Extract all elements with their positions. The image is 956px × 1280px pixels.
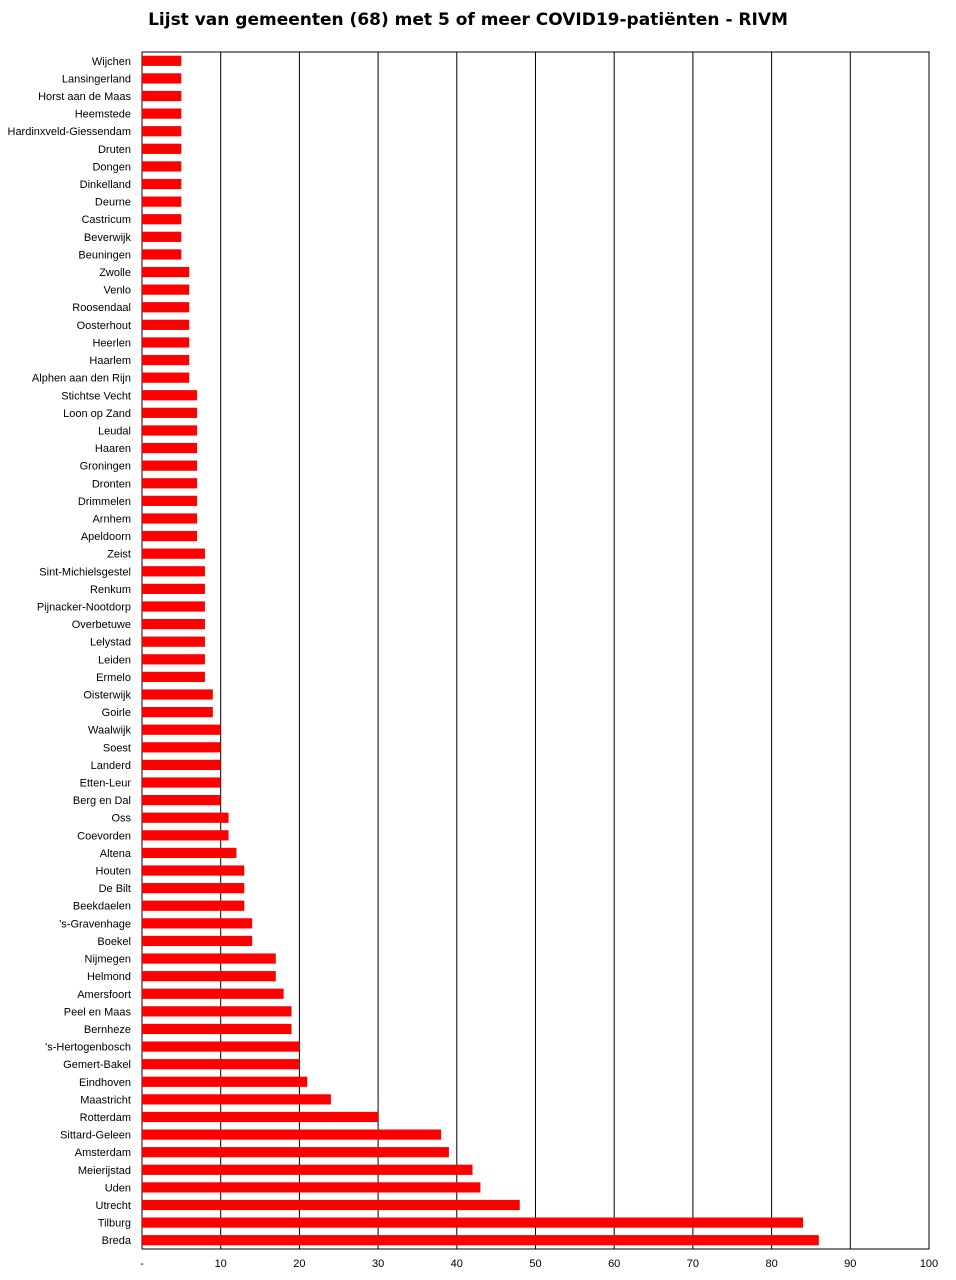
- category-label: Tilburg: [97, 1217, 131, 1230]
- bar: [142, 496, 197, 506]
- gridlines: [142, 52, 929, 1249]
- category-label: Coevorden: [77, 830, 131, 843]
- category-label: Sittard-Geleen: [60, 1129, 131, 1142]
- category-label: Helmond: [86, 971, 131, 984]
- category-label: Deurne: [94, 196, 131, 209]
- x-tick-label: 80: [765, 1258, 778, 1270]
- category-label: Sint-Michielsgestel: [39, 566, 131, 579]
- category-label: Etten-Leur: [79, 777, 131, 790]
- category-label: Beuningen: [78, 249, 131, 262]
- category-label: Wijchen: [91, 55, 131, 68]
- bar: [142, 179, 181, 189]
- category-label: Leudal: [97, 425, 131, 438]
- x-tick-label: 10: [214, 1258, 227, 1270]
- category-label: Dronten: [91, 478, 131, 491]
- bar: [142, 848, 236, 858]
- bar: [142, 1235, 819, 1245]
- bar: [142, 91, 181, 101]
- bar: [142, 760, 221, 770]
- bar: [142, 936, 252, 946]
- category-label: Goirle: [101, 707, 131, 720]
- category-label: Drimmelen: [77, 495, 131, 508]
- category-label: Altena: [99, 847, 131, 860]
- x-tick-label: 40: [450, 1258, 463, 1270]
- category-label: Gemert-Bakel: [63, 1059, 131, 1072]
- bar: [142, 1129, 441, 1139]
- bar: [142, 742, 221, 752]
- category-label: Boekel: [97, 935, 131, 948]
- bar: [142, 865, 244, 875]
- category-label: Beverwijk: [83, 231, 131, 244]
- category-label: Hardinxveld-Giessendam: [7, 126, 131, 139]
- category-label: Haaren: [94, 443, 131, 456]
- x-tick-label: 20: [293, 1258, 306, 1270]
- category-label: Eindhoven: [79, 1076, 131, 1089]
- category-label: Bernheze: [83, 1023, 131, 1036]
- category-label: Beekdaelen: [72, 900, 131, 913]
- category-label: Arnhem: [92, 513, 131, 526]
- bar: [142, 725, 221, 735]
- bar: [142, 813, 229, 823]
- category-label: Amsterdam: [74, 1147, 131, 1160]
- category-label: Rotterdam: [79, 1111, 131, 1124]
- category-label: 's-Gravenhage: [59, 918, 131, 931]
- category-labels: [8, 56, 132, 1247]
- bar: [142, 337, 189, 347]
- category-label: Maastricht: [80, 1094, 131, 1107]
- bar: [142, 584, 205, 594]
- chart-title: Lijst van gemeenten (68) met 5 of meer COVID19-patiënten - RIVM: [148, 10, 788, 30]
- category-label: Venlo: [103, 284, 131, 297]
- bar: [142, 989, 284, 999]
- category-label: Druten: [97, 143, 131, 156]
- category-label: Meierijstad: [77, 1164, 131, 1177]
- bar: [142, 637, 205, 647]
- bar: [142, 478, 197, 488]
- bar: [142, 901, 244, 911]
- bar: [142, 619, 205, 629]
- bar: [142, 654, 205, 664]
- category-label: Heemstede: [74, 108, 131, 121]
- bar: [142, 1112, 378, 1122]
- category-label: Groningen: [79, 460, 131, 473]
- bars: [142, 56, 819, 1246]
- bar: [142, 1217, 803, 1227]
- category-label: Landerd: [90, 759, 131, 772]
- bar: [142, 1059, 299, 1069]
- bar: [142, 232, 181, 242]
- category-label: Berg en Dal: [72, 795, 131, 808]
- bar: [142, 249, 181, 259]
- x-tick-label: 100: [919, 1258, 939, 1270]
- bar: [142, 320, 189, 330]
- category-label: Leiden: [97, 654, 131, 667]
- bar: [142, 285, 189, 295]
- bar: [142, 214, 181, 224]
- category-label: Zeist: [107, 548, 131, 561]
- bar: [142, 1200, 520, 1210]
- bar: [142, 161, 181, 171]
- category-label: Stichtse Vecht: [61, 390, 131, 403]
- category-label: Utrecht: [95, 1199, 131, 1212]
- category-label: Renkum: [90, 583, 131, 596]
- bar: [142, 1182, 480, 1192]
- bar: [142, 1006, 292, 1016]
- category-label: Horst aan de Maas: [38, 91, 131, 104]
- category-label: Houten: [95, 865, 131, 878]
- category-label: Alphen aan den Rijn: [31, 372, 131, 385]
- bar: [142, 425, 197, 435]
- category-label: Loon op Zand: [63, 407, 131, 420]
- bar: [142, 390, 197, 400]
- category-label: Lansingerland: [61, 73, 131, 86]
- category-label: Castricum: [81, 214, 131, 227]
- category-label: Nijmegen: [84, 953, 131, 966]
- bar: [142, 355, 189, 365]
- bar: [142, 1165, 473, 1175]
- bar: [142, 601, 205, 611]
- category-label: 's-Hertogenbosch: [45, 1041, 131, 1054]
- bar: [142, 1041, 299, 1051]
- bar: [142, 126, 181, 136]
- bar: [142, 918, 252, 928]
- bar: [142, 408, 197, 418]
- category-label: Heerlen: [92, 337, 131, 350]
- bar: [142, 197, 181, 207]
- category-label: De Bilt: [98, 883, 131, 896]
- bar: [142, 883, 244, 893]
- category-label: Waalwijk: [88, 724, 131, 737]
- category-label: Zwolle: [99, 267, 131, 280]
- bar: [142, 56, 181, 66]
- bar: [142, 795, 221, 805]
- category-label: Apeldoorn: [80, 531, 131, 544]
- bar: [142, 830, 229, 840]
- category-label: Haarlem: [89, 355, 131, 368]
- bar: [142, 689, 213, 699]
- bar: [142, 461, 197, 471]
- category-label: Roosendaal: [72, 302, 131, 315]
- bar: [142, 109, 181, 119]
- x-tick-label: 90: [844, 1258, 857, 1270]
- bar: [142, 549, 205, 559]
- bar: [142, 144, 181, 154]
- x-tick-label: 70: [686, 1258, 700, 1270]
- x-tick-label: -: [140, 1258, 144, 1270]
- bar: [142, 1094, 331, 1104]
- category-label: Lelystad: [90, 636, 131, 649]
- bar: [142, 1147, 449, 1157]
- category-label: Overbetuwe: [71, 619, 131, 632]
- category-label: Pijnacker-Nootdorp: [36, 601, 131, 614]
- bar: [142, 971, 276, 981]
- bar: [142, 373, 189, 383]
- bar: [142, 302, 189, 312]
- x-tick-label: 50: [529, 1258, 542, 1270]
- category-label: Peel en Maas: [63, 1006, 131, 1019]
- category-label: Ermelo: [96, 671, 131, 684]
- bar: [142, 707, 213, 717]
- category-label: Breda: [101, 1235, 131, 1248]
- category-label: Amersfoort: [77, 988, 131, 1001]
- x-tick-labels: [140, 1258, 938, 1270]
- bar: [142, 1077, 307, 1087]
- bar: [142, 531, 197, 541]
- bar: [142, 1024, 292, 1034]
- category-label: Soest: [102, 742, 131, 755]
- bar: [142, 267, 189, 277]
- x-tick-label: 30: [371, 1258, 385, 1270]
- x-tick-label: 60: [608, 1258, 621, 1270]
- bar: [142, 73, 181, 83]
- category-label: Oisterwijk: [83, 689, 131, 702]
- category-label: Uden: [104, 1182, 131, 1195]
- bar: [142, 672, 205, 682]
- bar: [142, 566, 205, 576]
- bar: [142, 513, 197, 523]
- category-label: Oosterhout: [76, 319, 131, 332]
- bar: [142, 443, 197, 453]
- category-label: Oss: [111, 812, 131, 825]
- bar: [142, 777, 221, 787]
- category-label: Dinkelland: [79, 179, 131, 192]
- bar: [142, 953, 276, 963]
- category-label: Dongen: [92, 161, 131, 174]
